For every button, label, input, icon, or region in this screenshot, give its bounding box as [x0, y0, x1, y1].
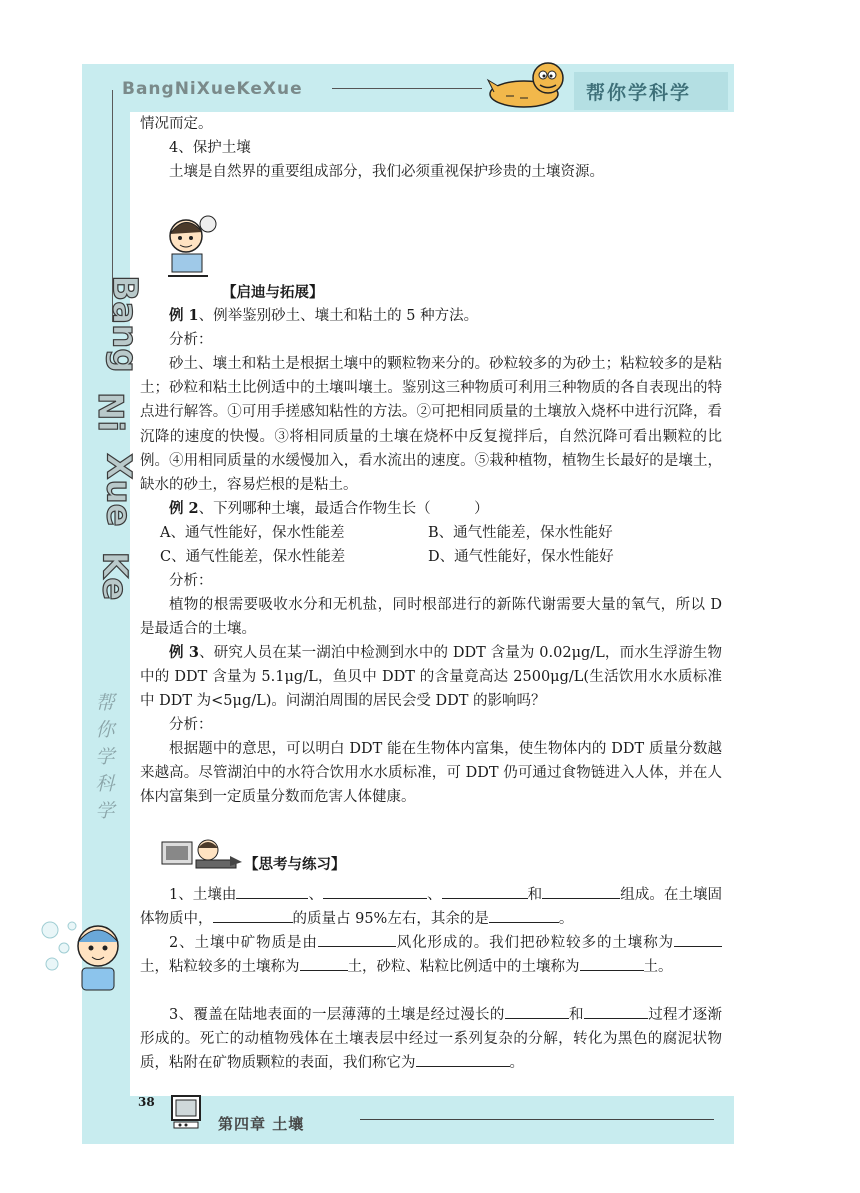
vertical-brand-char: 你	[95, 719, 115, 741]
vertical-chinese-brand	[94, 690, 116, 825]
blank[interactable]	[580, 956, 644, 971]
example-1-label: 例 1	[169, 307, 199, 324]
option-b: B、通气性能差，保水性能好	[428, 525, 613, 541]
option-c: C、通气性能差，保水性能差	[160, 549, 346, 565]
cartoon-cat-illustration	[484, 56, 576, 112]
blank[interactable]	[442, 884, 528, 899]
section-title-practice: 【思考与练习】	[244, 856, 346, 873]
brand-word-ni: Ni	[90, 391, 131, 433]
analysis-label-1: 分析：	[169, 332, 213, 348]
blank[interactable]	[542, 884, 620, 899]
brand-word-bang: Bang	[104, 275, 145, 373]
example-1-analysis: 砂土、壤土和粘土是根据土壤中的颗粒物来分的。砂粒较多的为砂土；粘粒较多的是粘土；砂粒和粘土比例适中的土壤叫壤土。鉴别这三种物质可利用三种物质的各自表现出的特点进行解答。①可用手搓感知粘性的方法。②可把相同质量的土壤放入烧杯中进行沉降，看沉降的速度的快慢。③将相同质量的土壤在烧杯中反复搅拌后，自然沉降可看出颗粒的比例。④用相同质量的水缓慢加入，看水流出的速度。⑤栽种植物，植物生长最好的是壤土，缺水的砂土，容易烂根的是粘土。	[140, 356, 722, 494]
paragraph-protect-soil: 土壤是自然界的重要组成部分，我们必须重视保护珍贵的土壤资源。	[169, 164, 604, 180]
question-3: 3、覆盖在陆地表面的一层薄薄的土壤是经过漫长的 和 过程才逐渐形成的。死亡的动植物残体在土壤表层中经过一系列复杂的分解，转化为黑色的腐泥状物质，粘附在矿物质颗粒的表面，我们称它为 。	[140, 1003, 722, 1076]
analysis-label-3: 分析：	[169, 717, 213, 733]
blank[interactable]	[318, 932, 396, 947]
blank[interactable]	[489, 908, 559, 923]
paragraph-continuation: 情况而定。	[140, 116, 213, 132]
vertical-brand-char: 帮	[95, 692, 115, 714]
option-d: D、通气性能好，保水性能好	[428, 549, 614, 565]
example-1	[140, 304, 722, 328]
example-2-analysis: 植物的根需要吸收水分和无机盐，同时根部进行的新陈代谢需要大量的氧气，所以 D 是最适合的土壤。	[140, 597, 722, 638]
analysis-label-2: 分析：	[169, 573, 213, 589]
blank[interactable]	[505, 1004, 569, 1019]
header-latin-title: BangNiXueKeXue	[122, 79, 303, 99]
header-chinese-title: 帮你学科学	[586, 82, 692, 104]
blank[interactable]	[323, 884, 427, 899]
footer-rule	[360, 1119, 714, 1120]
page-number: 38	[138, 1095, 155, 1109]
header-rule	[332, 88, 482, 89]
example-3-analysis: 根据题中的意思，可以明白 DDT 能在生物体内富集，使生物体内的 DDT 质量分数越来越高。尽管湖泊中的水符合饮用水水质标准，可 DDT 仍可通过食物链进入人体，并在人体内富集到一定质量分数而危害人体健康。	[140, 741, 722, 806]
subheading-protect-soil: 4、保护土壤	[169, 140, 251, 156]
blank[interactable]	[213, 908, 293, 923]
blank[interactable]	[236, 884, 308, 899]
vertical-brand-char: 科	[95, 773, 115, 795]
question-1: 1、土壤由 、 、 和 组成。在土壤固体物质中， 的质量占 95%左右，其余的是 。	[140, 883, 722, 931]
cartoon-bubble-kid-illustration	[38, 912, 130, 998]
section-title-inspiration: 【启迪与拓展】	[222, 284, 324, 301]
blank[interactable]	[300, 956, 348, 971]
blank[interactable]	[674, 932, 722, 947]
blank[interactable]	[416, 1052, 510, 1067]
example-3	[140, 641, 722, 714]
vertical-brand-char: 学	[95, 746, 115, 768]
example-2	[140, 497, 722, 521]
vertical-brand	[84, 275, 145, 604]
question-2: 2、土壤中矿物质是由 风化形成的。我们把砂粒较多的土壤称为土，粘粒较多的土壤称为 土，砂粒、粘粒比例适中的土壤称为 土。	[140, 931, 722, 979]
brand-word-ke: Ke	[94, 551, 135, 601]
example-3-text: 、研究人员在某一湖泊中检测到水中的 DDT 含量为 0.02μg/L，而水生浮游生物中的 DDT 含量为 5.1μg/L，鱼贝中 DDT 的含量竟高达 2500μg/L(生活饮用水水质标准中 DDT 为<5μg/L)。问湖泊周围的居民会受 DDT 的影响吗？	[140, 645, 722, 710]
option-a: A、通气性能好，保水性能差	[160, 525, 345, 541]
example-3-label: 例 3	[169, 644, 199, 661]
cartoon-computer-illustration	[160, 836, 244, 872]
tv-icon	[170, 1094, 202, 1130]
footer-chapter-title: 第四章 土壤	[218, 1115, 305, 1133]
blank[interactable]	[584, 1004, 648, 1019]
example-2-label: 例 2	[169, 500, 199, 517]
cartoon-kid-illustration	[160, 212, 218, 282]
brand-word-xue: Xue	[98, 453, 139, 527]
example-1-text: 、例举鉴别砂土、壤土和粘土的 5 种方法。	[198, 308, 479, 324]
example-2-text: 、下列哪种土壤，最适合作物生长（ ）	[198, 501, 489, 517]
vertical-brand-char: 学	[95, 800, 115, 822]
